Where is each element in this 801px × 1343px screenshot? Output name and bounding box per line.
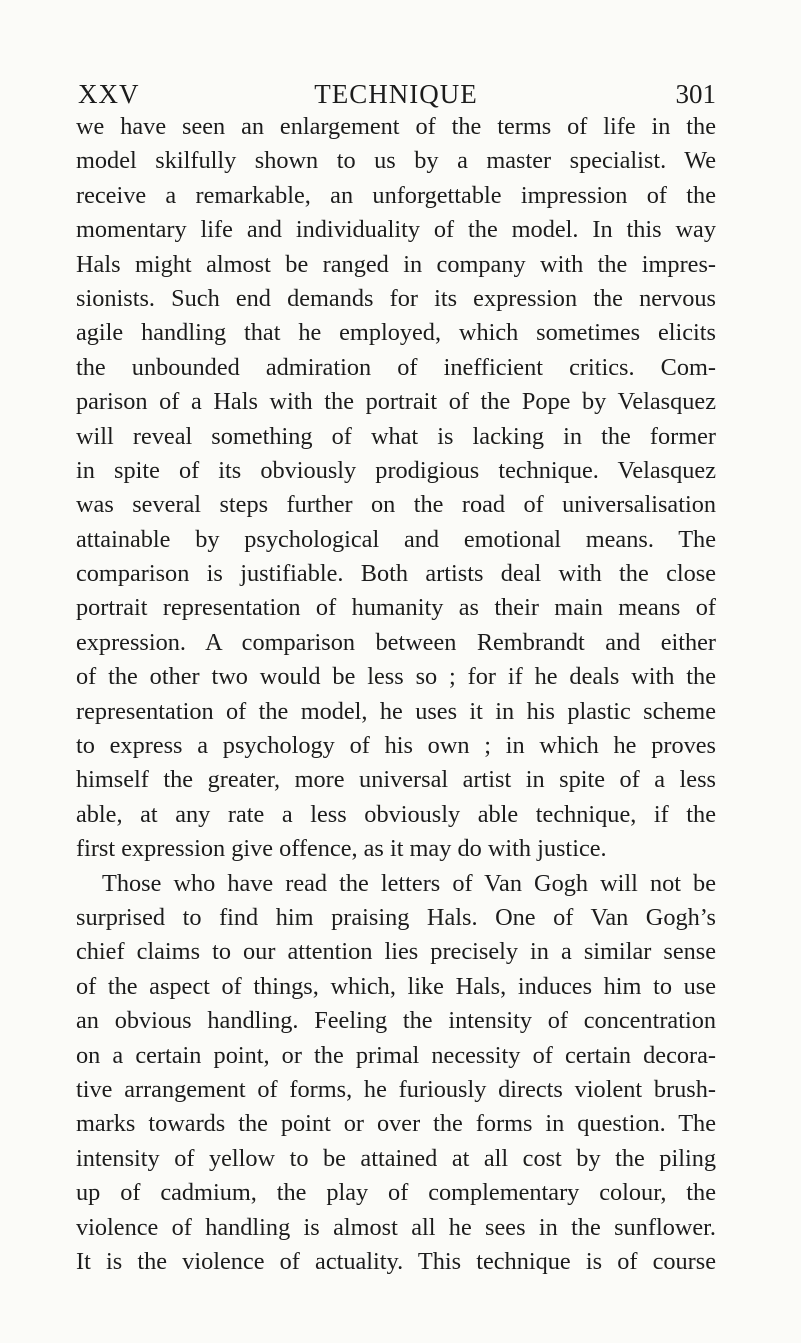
text-line: will reveal something of what is lacking in the former [76, 422, 716, 450]
text-line: we have seen an enlargement of the terms of life in the [76, 113, 716, 140]
text-line: an obvious handling. Feeling the intensity of concentration [76, 1007, 716, 1035]
text-line: sionists. Such end demands for its expression the nervous [76, 284, 716, 312]
text-line: It is the violence of actuality. This technique is of course [76, 1247, 716, 1275]
text-line: model skilfully shown to us by a master specialist. We [76, 147, 716, 175]
body-text [76, 110, 716, 1279]
text-line: himself the greater, more universal artist in spite of a less [76, 766, 716, 794]
text-line: attainable by psychological and emotional means. The [76, 525, 716, 553]
text-line: was several steps further on the road of universalisation [76, 491, 716, 519]
running-head [76, 78, 716, 110]
text-line: parison of a Hals with the portrait of the Pope by Velasquez [76, 388, 716, 416]
text-line: violence of handling is almost all he sees in the sunflower. [76, 1213, 716, 1241]
text-line: marks towards the point or over the forms in question. The [76, 1110, 716, 1138]
text-line: on a certain point, or the primal necessity of certain decora- [76, 1041, 716, 1069]
text-line: agile handling that he employed, which sometimes elicits [76, 319, 716, 347]
text-line: of the aspect of things, which, like Hals, induces him to use [76, 972, 716, 1000]
text-line: the unbounded admiration of inefficient critics. Com- [76, 353, 716, 381]
text-line: of the other two would be less so ; for if he deals with the [76, 663, 716, 691]
text-line: tive arrangement of forms, he furiously directs violent brush- [76, 1075, 716, 1103]
text-line: in spite of its obviously prodigious technique. Velasquez [76, 456, 716, 484]
text-line: comparison is justifiable. Both artists deal with the close [76, 560, 716, 588]
text-line: surprised to find him praising Hals. One of Van Gogh’s [76, 903, 716, 931]
text-line: to express a psychology of his own ; in which he proves [76, 732, 716, 760]
text-line: able, at any rate a less obviously able technique, if the [76, 800, 716, 828]
text-line: expression. A comparison between Rembrandt and either [76, 628, 716, 656]
page-number: 301 [675, 79, 716, 109]
text-line: up of cadmium, the play of complementary colour, the [76, 1179, 716, 1207]
text-line: momentary life and individuality of the model. In this way [76, 216, 716, 244]
text-line: portrait representation of humanity as their main means of [76, 594, 716, 622]
text-line: representation of the model, he uses it in his plastic scheme [76, 697, 716, 725]
text-line: receive a remarkable, an unforgettable impression of the [76, 181, 716, 209]
chapter-number: XXV [78, 79, 140, 109]
text-line: Hals might almost be ranged in company with the impres- [76, 250, 716, 278]
text-line: intensity of yellow to be attained at all cost by the piling [76, 1144, 716, 1172]
text-line: Those who have read the letters of Van Gogh will not be [102, 869, 716, 897]
text-line: chief claims to our attention lies precisely in a similar sense [76, 938, 716, 966]
text-line: first expression give offence, as it may do with justice. [76, 835, 607, 863]
chapter-title: TECHNIQUE [314, 79, 478, 109]
